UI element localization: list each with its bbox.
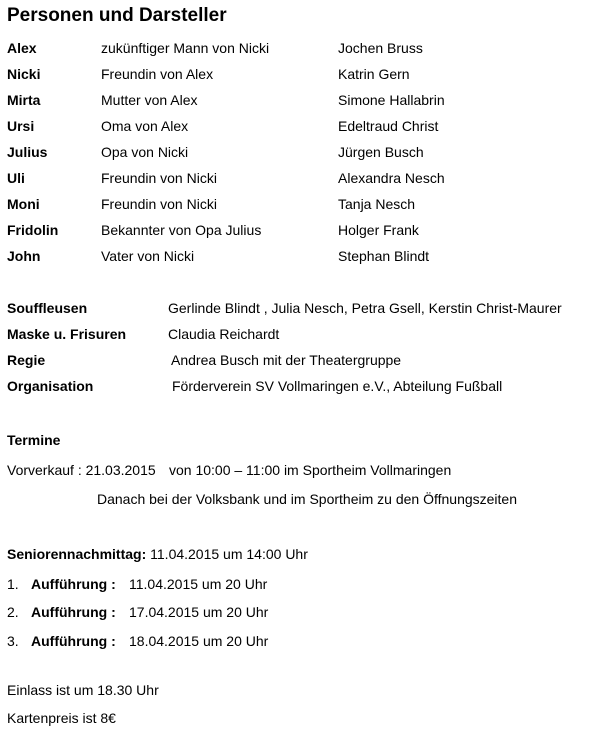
- character-role: Bekannter von Opa Julius: [101, 222, 262, 238]
- performance-date: 17.04.2015 um 20 Uhr: [129, 604, 269, 620]
- performance-label: Aufführung :: [31, 604, 116, 620]
- seniorennachmittag-date: 11.04.2015 um 14:00 Uhr: [150, 546, 308, 562]
- cast-row: [0, 66, 590, 86]
- character-role: Opa von Nicki: [101, 144, 189, 160]
- crew-label: Maske u. Frisuren: [7, 326, 127, 342]
- performance-label: Aufführung :: [31, 633, 116, 649]
- actor-name: Edeltraud Christ: [338, 118, 439, 134]
- character-name: Uli: [7, 170, 25, 186]
- vorverkauf-afterwards: Danach bei der Volksbank und im Sportheim zu den Öffnungszeiten: [97, 491, 517, 507]
- performance-label: Aufführung :: [31, 576, 116, 592]
- performance-date: 18.04.2015 um 20 Uhr: [129, 633, 269, 649]
- performance-number: 1.: [7, 576, 19, 592]
- crew-label: Organisation: [7, 378, 94, 394]
- seniorennachmittag-label: Seniorennachmittag:: [7, 546, 147, 562]
- character-role: Oma von Alex: [101, 118, 189, 134]
- actor-name: Simone Hallabrin: [338, 92, 445, 108]
- crew-label: Regie: [7, 352, 46, 368]
- cast-row: [0, 170, 590, 190]
- crew-value: Andrea Busch mit der Theatergruppe: [171, 352, 402, 368]
- cast-row: [0, 40, 590, 60]
- performance-date: 11.04.2015 um 20 Uhr: [129, 576, 268, 592]
- actor-name: Tanja Nesch: [338, 196, 416, 212]
- crew-value: Gerlinde Blindt , Julia Nesch, Petra Gsell, Kerstin Christ-Maurer: [168, 300, 562, 316]
- cast-row: [0, 222, 590, 242]
- cast-row: [0, 248, 590, 268]
- einlass-text: Einlass ist um 18.30 Uhr: [7, 682, 159, 698]
- actor-name: Stephan Blindt: [338, 248, 430, 264]
- crew-row: [0, 378, 590, 398]
- character-name: Julius: [7, 144, 48, 160]
- character-role: Freundin von Nicki: [101, 196, 217, 212]
- character-name: Ursi: [7, 118, 35, 134]
- actor-name: Alexandra Nesch: [338, 170, 445, 186]
- actor-name: Jürgen Busch: [338, 144, 424, 160]
- character-role: Freundin von Alex: [101, 66, 214, 82]
- crew-value: Förderverein SV Vollmaringen e.V., Abteilung Fußball: [172, 378, 503, 394]
- performance-number: 2.: [7, 604, 19, 620]
- crew-value: Claudia Reichardt: [168, 326, 280, 342]
- character-name: Nicki: [7, 66, 41, 82]
- performance-row: [0, 604, 590, 624]
- termine-heading: Termine: [7, 432, 61, 448]
- cast-row: [0, 92, 590, 112]
- kartenpreis-text: Kartenpreis ist 8€: [7, 710, 116, 726]
- cast-row: [0, 196, 590, 216]
- vorverkauf-label: Vorverkauf : 21.03.2015: [7, 462, 156, 478]
- character-role: Mutter von Alex: [101, 92, 198, 108]
- character-name: Alex: [7, 40, 37, 56]
- performance-row: [0, 576, 590, 596]
- character-name: John: [7, 248, 41, 264]
- crew-row: [0, 300, 590, 320]
- performance-number: 3.: [7, 633, 19, 649]
- character-role: zukünftiger Mann von Nicki: [101, 40, 270, 56]
- cast-row: [0, 144, 590, 164]
- page-title: Personen und Darsteller: [7, 5, 227, 26]
- performance-row: [0, 633, 590, 653]
- crew-row: [0, 352, 590, 372]
- character-role: Freundin von Nicki: [101, 170, 217, 186]
- character-name: Mirta: [7, 92, 41, 108]
- cast-row: [0, 118, 590, 138]
- character-role: Vater von Nicki: [101, 248, 195, 264]
- crew-label: Souffleusen: [7, 300, 88, 316]
- actor-name: Holger Frank: [338, 222, 419, 238]
- character-name: Fridolin: [7, 222, 59, 238]
- character-name: Moni: [7, 196, 40, 212]
- crew-row: [0, 326, 590, 346]
- actor-name: Jochen Bruss: [338, 40, 423, 56]
- vorverkauf-time: von 10:00 – 11:00 im Sportheim Vollmaringen: [169, 462, 452, 478]
- actor-name: Katrin Gern: [338, 66, 410, 82]
- seniorennachmittag: [7, 546, 308, 562]
